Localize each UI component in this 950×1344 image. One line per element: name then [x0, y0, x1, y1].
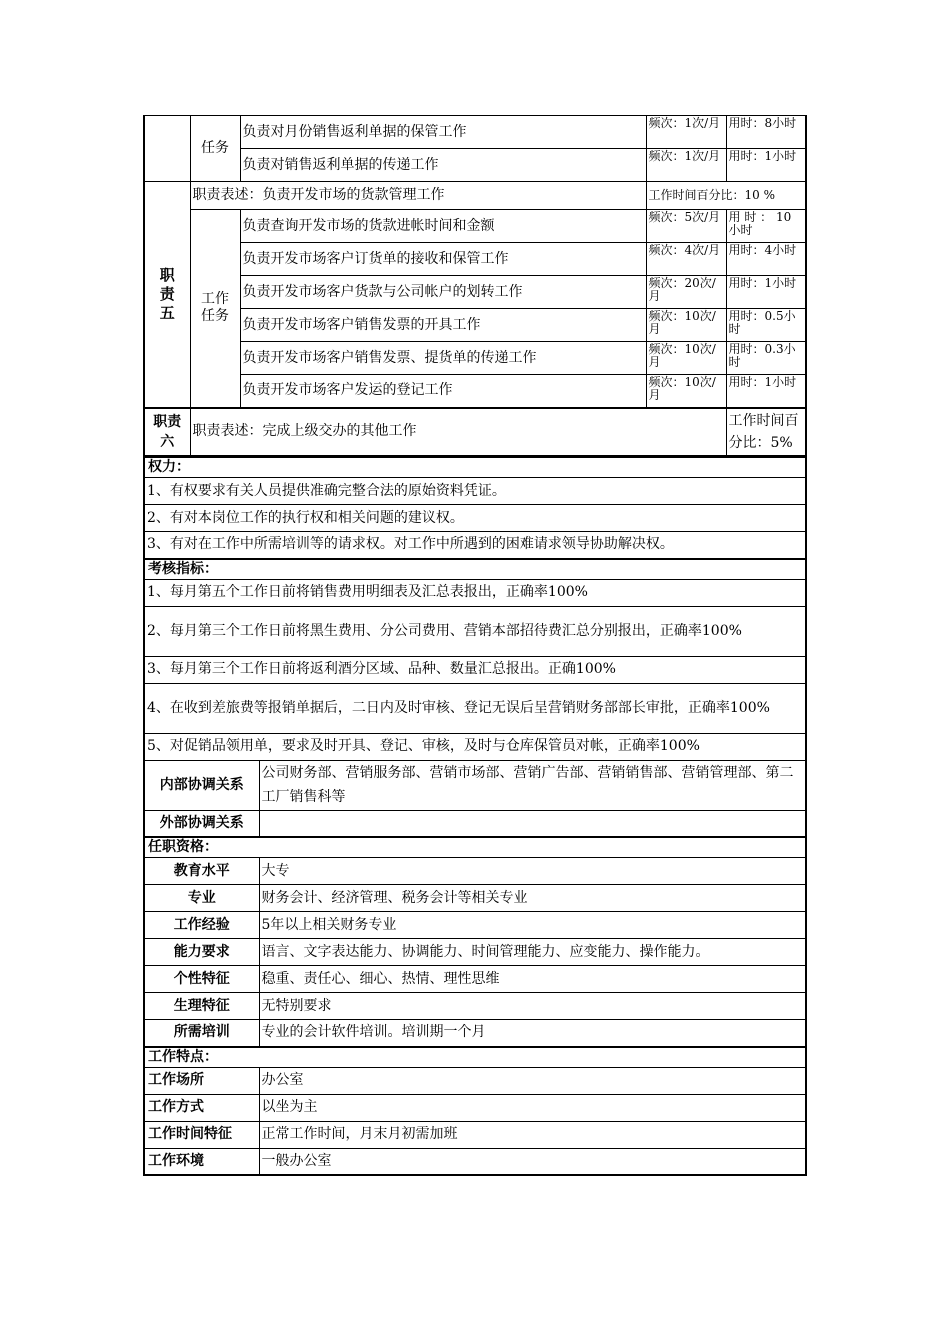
duty5-task-label — [190, 210, 240, 408]
work-feature-value: 一般办公室 — [259, 1148, 806, 1175]
qualification-value: 稳重、责任心、细心、热情、理性思维 — [259, 966, 806, 993]
duty5-percent: 工作时间百分比：10 % — [646, 182, 806, 210]
external-coordination-value — [259, 810, 806, 837]
qualification-label: 专业 — [144, 885, 259, 912]
duty6-row — [144, 408, 806, 456]
power-item: 3、有对在工作中所需培训等的请求权。对工作中所遇到的困难请求领导协助解决权。 — [144, 532, 806, 559]
power-item: 2、有对本岗位工作的执行权和相关问题的建议权。 — [144, 505, 806, 532]
task-duration: 用时：1小时 — [726, 149, 806, 182]
duty6-label — [144, 408, 190, 456]
task-text: 负责开发市场客户销售发票的开具工作 — [240, 309, 646, 342]
duty6-statement: 职责表述：完成上级交办的其他工作 — [190, 408, 726, 456]
assessment-item: 1、每月第五个工作日前将销售费用明细表及汇总表报出，正确率100% — [144, 579, 806, 606]
task-duration: 用时：1小时 — [726, 375, 806, 408]
task-frequency: 频次：5次/月 — [646, 210, 726, 243]
duty6-label-text: 职责六 — [153, 413, 182, 450]
duty5-task-row — [144, 375, 806, 408]
task-duration: 用时：4小时 — [726, 243, 806, 276]
task-duration: 用时：0.3小时 — [726, 342, 806, 375]
task-text: 负责开发市场客户订货单的接收和保管工作 — [240, 243, 646, 276]
duty5-statement-row — [144, 182, 806, 210]
work-feature-label: 工作时间特征 — [144, 1121, 259, 1148]
qualification-section-title: 任职资格： — [144, 837, 806, 858]
qualification-value: 专业的会计软件培训。培训期一个月 — [259, 1020, 806, 1047]
duty4-task-row — [144, 149, 806, 182]
task-duration: 用时：1小时 — [726, 276, 806, 309]
internal-coordination-label: 内部协调关系 — [144, 760, 259, 810]
task-text: 负责开发市场客户销售发票、提货单的传递工作 — [240, 342, 646, 375]
work-feature-value: 以坐为主 — [259, 1094, 806, 1121]
qualification-label: 教育水平 — [144, 858, 259, 885]
task-text: 负责对销售返利单据的传递工作 — [240, 149, 646, 182]
duty5-task-row — [144, 243, 806, 276]
assessment-item: 5、对促销品领用单，要求及时开具、登记、审核，及时与仓库保管员对帐，正确率100% — [144, 733, 806, 760]
duty5-task-label-text: 工作任务 — [201, 291, 229, 325]
assessment-section-title: 考核指标： — [144, 559, 806, 580]
qualification-label: 工作经验 — [144, 912, 259, 939]
assessment-item: 4、在收到差旅费等报销单据后，二日内及时审核、登记无误后呈营销财务部部长审批，正确率100% — [144, 683, 806, 733]
duty6-percent: 工作时间百分比：5% — [726, 408, 806, 456]
duty5-statement: 职责表述：负责开发市场的货款管理工作 — [190, 182, 646, 210]
work-feature-value: 正常工作时间，月末月初需加班 — [259, 1121, 806, 1148]
qualification-label: 生理特征 — [144, 993, 259, 1020]
work-feature-label: 工作场所 — [144, 1067, 259, 1094]
task-text: 负责对月份销售返利单据的保管工作 — [240, 116, 646, 149]
task-text: 负责查询开发市场的货款进帐时间和金额 — [240, 210, 646, 243]
work-features-section-title: 工作特点： — [144, 1047, 806, 1068]
task-frequency: 频次：4次/月 — [646, 243, 726, 276]
power-section-title: 权力： — [144, 457, 806, 478]
work-feature-label: 工作方式 — [144, 1094, 259, 1121]
task-text: 负责开发市场客户货款与公司帐户的划转工作 — [240, 276, 646, 309]
power-item: 1、有权要求有关人员提供准确完整合法的原始资料凭证。 — [144, 478, 806, 505]
duty5-task-row — [144, 309, 806, 342]
work-feature-value: 办公室 — [259, 1067, 806, 1094]
duty4-task-row — [144, 116, 806, 149]
task-duration: 用时：0.5小时 — [726, 309, 806, 342]
assessment-item: 3、每月第三个工作日前将返利酒分区域、品种、数量汇总报出。正确100% — [144, 656, 806, 683]
work-feature-label: 工作环境 — [144, 1148, 259, 1175]
task-duration: 用 时 ： 10小时 — [726, 210, 806, 243]
duty4-label-cell — [144, 116, 190, 182]
duty5-task-row — [144, 276, 806, 309]
duty4-task-label: 任务 — [190, 116, 240, 182]
qualification-value: 无特别要求 — [259, 993, 806, 1020]
task-frequency: 频次：20次/ 月 — [646, 276, 726, 309]
task-frequency: 频次：10次/ 月 — [646, 309, 726, 342]
duty5-task-row — [144, 342, 806, 375]
qualification-value: 财务会计、经济管理、税务会计等相关专业 — [259, 885, 806, 912]
task-frequency: 频次：10次/月 — [646, 342, 726, 375]
qualification-value: 大专 — [259, 858, 806, 885]
task-text: 负责开发市场客户发运的登记工作 — [240, 375, 646, 408]
assessment-item: 2、每月第三个工作日前将黑生费用、分公司费用、营销本部招待费汇总分别报出，正确率100% — [144, 606, 806, 656]
external-coordination-label: 外部协调关系 — [144, 810, 259, 837]
qualification-value: 语言、文字表达能力、协调能力、时间管理能力、应变能力、操作能力。 — [259, 939, 806, 966]
qualification-label: 能力要求 — [144, 939, 259, 966]
duty5-task-row — [144, 210, 806, 243]
qualification-label: 所需培训 — [144, 1020, 259, 1047]
details-table — [143, 456, 807, 1176]
qualification-value: 5年以上相关财务专业 — [259, 912, 806, 939]
internal-coordination-value: 公司财务部、营销服务部、营销市场部、营销广告部、营销销售部、营销管理部、第二工厂销售科等 — [259, 760, 806, 810]
task-frequency: 频次：10次/月 — [646, 375, 726, 408]
task-frequency: 频次：1次/月 — [646, 149, 726, 182]
job-description-sheet — [143, 115, 807, 1176]
task-frequency: 频次：1次/月 — [646, 116, 726, 149]
duty5-label — [144, 182, 190, 408]
task-duration: 用时：8小时 — [726, 116, 806, 149]
duties-table — [143, 115, 807, 456]
duty5-label-text: 职责五 — [159, 265, 175, 322]
qualification-label: 个性特征 — [144, 966, 259, 993]
